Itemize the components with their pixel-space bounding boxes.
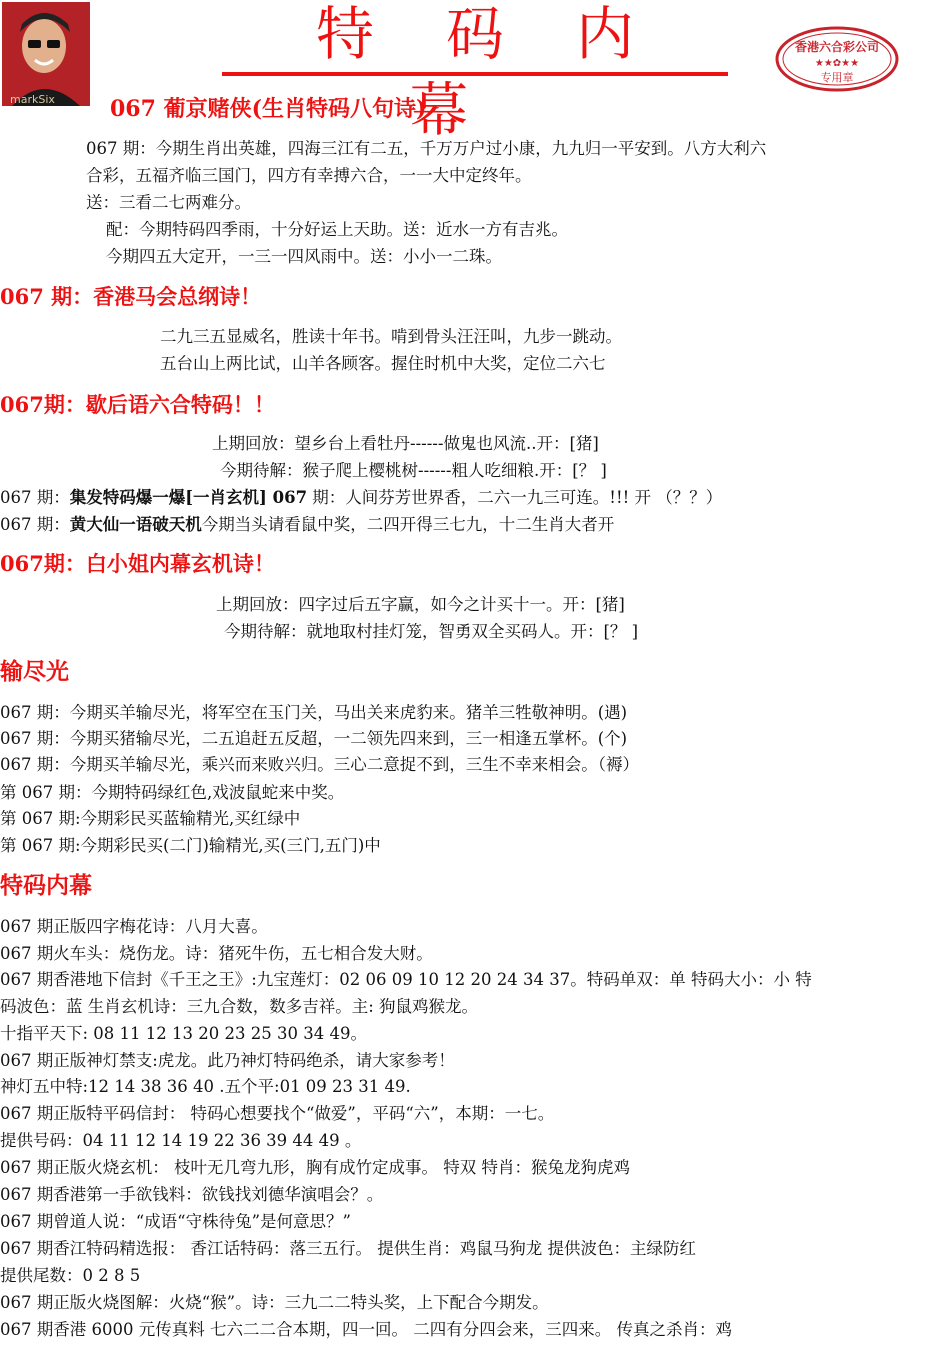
section1-heading: 067 葡京赌侠(生肖特码八句诗): [110, 96, 427, 122]
s6-line-15: 067 期正版火烧图解：火烧“猴”。诗：三九二二特头奖，上下配合今期发。: [0, 1293, 549, 1312]
s6-line-1: 067 期正版四字梅花诗：八月大喜。: [0, 917, 268, 936]
seal-text: 香港六合彩公司: [794, 40, 880, 54]
s1-line-1: 067 期：今期生肖出英雄，四海三江有二五，千万万户过小康，九九归一平安到。八方大利六: [86, 139, 767, 158]
s6-line-6: 067 期正版神灯禁支:虎龙。此乃神灯特码绝杀，请大家参考！: [0, 1051, 455, 1070]
s5-line-6: 第 067 期:今期彩民买(二门)输精光,买(三门,五门)中: [0, 836, 381, 855]
s1-line-4: 配：今期特码四季雨，十分好运上天助。送：近水一方有吉兆。: [106, 220, 568, 239]
s3-row2-text: 今期当头请看鼠中奖，二四开得三七九，十二生肖大者开: [201, 515, 615, 534]
s6-line-11: 067 期香港第一手欲钱料：欲钱找刘德华演唱会？。: [0, 1185, 384, 1204]
s6-line-4: 码波色：蓝 生肖玄机诗：三九合数，数多吉祥。主: 狗鼠鸡猴龙。: [0, 997, 479, 1016]
s6-line-9: 提供号码：04 11 12 14 19 22 36 39 44 49 。: [0, 1131, 362, 1150]
s3-row2-prefix: 067 期：: [0, 515, 70, 534]
seal-sub: 专用章: [820, 71, 854, 84]
s3-line-2: 今期待解：猴子爬上樱桃树------粗人吃细粮.开：[？ ]: [220, 461, 607, 480]
s6-line-7: 神灯五中特:12 14 38 36 40 .五个平:01 09 23 31 49.: [0, 1077, 411, 1096]
section5-heading: 输尽光: [0, 658, 69, 685]
section2-heading: 067 期：香港马会总纲诗！: [0, 284, 262, 309]
seal-stamp: [774, 25, 900, 93]
s6-line-12: 067 期曾道人说：“成语“守株待兔”是何意思？”: [0, 1212, 351, 1231]
s3-line-1: 上期回放：望乡台上看牡丹------做鬼也风流..开：[猪]: [212, 434, 599, 453]
s4-line-1: 上期回放：四字过后五字赢，如今之计买十一。开：[猪]: [216, 595, 625, 614]
avatar-caption: markSix: [10, 93, 55, 106]
s5-line-4: 第 067 期：今期特码绿红色,戏波鼠蛇来中奖。: [0, 783, 345, 802]
s2-line-2: 五台山上两比试，山羊各顾客。握住时机中大奖，定位二六七: [160, 354, 606, 373]
s6-line-16: 067 期香港 6000 元传真料 七六二二合本期，四一回。 二四有分四会来，三四来。 传真之杀肖：鸡: [0, 1320, 732, 1339]
s3-row-2: [0, 512, 614, 537]
s3-row1-text: 期：人间芬芳世界香，二六一九三可连。!!! 开 （？？）: [307, 488, 723, 507]
svg-text:★★✿★★: ★★✿★★: [814, 58, 860, 69]
section3-heading: 067期：歇后语六合特码！！: [0, 392, 275, 417]
s5-line-2: 067 期：今期买猪输尽光，二五追赶五反超，一二领先四来到，三一相逢五掌杯。(个): [0, 729, 628, 748]
s6-line-3: 067 期香港地下信封《千王之王》:九宝莲灯：02 06 09 10 12 20 24 34 37。特码单双：单 特码大小：小 特: [0, 970, 812, 989]
s5-line-3: 067 期：今期买羊输尽光，乘兴而来败兴归。三心二意捉不到，三生不幸来相会。（褥）: [0, 755, 639, 774]
title-underline: [222, 72, 728, 76]
s6-line-5: 十指平天下: 08 11 12 13 20 23 25 30 34 49。: [0, 1024, 367, 1043]
s1-line-2: 合彩，五福齐临三国门，四方有幸搏六合，一一大中定终年。: [86, 166, 532, 185]
s3-row1-prefix: 067 期：: [0, 488, 70, 507]
s6-line-2: 067 期火车头：烧伤龙。诗：猪死牛伤，五七相合发大财。: [0, 944, 433, 963]
s3-row2-bold: 黄大仙一语破天机: [69, 515, 202, 534]
s3-row-1: [0, 485, 722, 510]
s3-row1-bold: 集发特码爆一爆[一肖玄机] 067: [69, 488, 308, 507]
portrait-image: [2, 2, 90, 106]
s4-line-2: 今期待解：就地取村挂灯笼，智勇双全买码人。开：[？ ]: [224, 622, 639, 641]
s6-line-10: 067 期正版火烧玄机： 枝叶无几弯九形，胸有成竹定成事。 特双 特肖：猴兔龙狗虎鸡: [0, 1158, 630, 1177]
section4-heading: 067期：白小姐内幕玄机诗！: [0, 551, 275, 576]
s1-line-3: 送：三看二七两难分。: [86, 193, 251, 212]
page-title: 特码内幕: [315, 0, 706, 144]
s5-line-1: 067 期：今期买羊输尽光，将军空在玉门关，马出关来虎豹来。猪羊三牲敬神明。(遇): [0, 703, 628, 722]
s2-line-1: 二九三五显威名，胜读十年书。啃到骨头汪汪叫，九步一跳动。: [160, 327, 622, 346]
s5-line-5: 第 067 期:今期彩民买蓝输精光,买红绿中: [0, 809, 301, 828]
avatar: [2, 2, 90, 106]
s6-line-14: 提供尾数：0 2 8 5: [0, 1266, 141, 1285]
s6-line-13: 067 期香江特码精选报： 香江话特码：落三五行。 提供生肖：鸡鼠马狗龙 提供波色：主绿防红: [0, 1239, 696, 1258]
s6-line-8: 067 期正版特平码信封： 特码心想要找个“做爱”，平码“六”，本期：一七。: [0, 1104, 555, 1123]
s1-line-5: 今期四五大定开，一三一四风雨中。送：小小一二珠。: [106, 247, 502, 266]
section6-heading: 特码内幕: [0, 872, 92, 899]
